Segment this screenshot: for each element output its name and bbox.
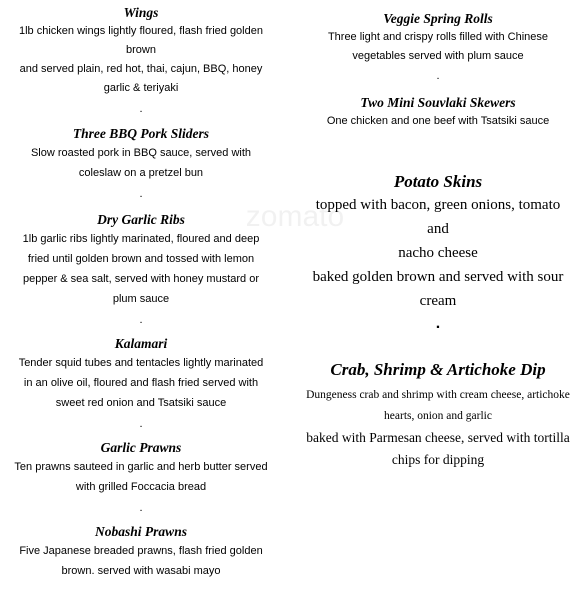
item-desc-line: nacho cheese: [398, 245, 478, 261]
item-desc-line: with grilled Foccacia bread: [75, 481, 207, 493]
item-desc-line: Five Japanese breaded prawns, flash fried golden: [19, 545, 263, 557]
item-desc-line: Tender squid tubes and tentacles lightly marinated: [18, 357, 264, 369]
menu-item-bbq-pork-sliders: [0, 125, 282, 201]
item-title: Three BBQ Pork Sliders: [72, 126, 210, 141]
separator-dot: .: [139, 103, 143, 115]
item-desc-line: coleslaw on a pretzel bun: [78, 167, 204, 179]
item-desc-line: 1lb chicken wings lightly floured, flash fried golden: [19, 25, 263, 37]
item-desc-line: chips for dipping: [391, 452, 485, 467]
item-title: Crab, Shrimp & Artichoke Dip: [330, 360, 546, 379]
item-title: Veggie Spring Rolls: [383, 11, 493, 26]
item-desc-line: baked golden brown and served with sour: [312, 269, 564, 285]
item-desc-line: sweet red onion and Tsatsiki sauce: [55, 397, 227, 409]
item-desc-line: Three light and crispy rolls filled with Chinese: [327, 31, 549, 43]
item-desc-line: Ten prawns sauteed in garlic and herb butter served: [14, 461, 268, 473]
item-desc-line: garlic & teriyaki: [103, 82, 179, 94]
item-title: Garlic Prawns: [100, 440, 182, 455]
item-desc-line: and served plain, red hot, thai, cajun, BBQ, honey: [19, 63, 263, 75]
menu-item-kalamari: [0, 335, 282, 431]
zomato-watermark: zomato: [245, 200, 345, 233]
item-title: Nobashi Prawns: [95, 524, 187, 539]
item-desc-line: Slow roasted pork in BBQ sauce, served with: [30, 147, 252, 159]
item-desc-line: baked with Parmesan cheese, served with tortilla: [306, 430, 570, 445]
item-desc-line: cream: [419, 293, 457, 309]
separator-dot: .: [139, 188, 143, 200]
menu-item-nobashi-prawns: [0, 523, 282, 581]
menu-item-veggie-spring-rolls: [304, 10, 572, 84]
item-desc-line: One chicken and one beef with Tsatsiki sauce: [326, 115, 550, 127]
item-title: Two Mini Souvlaki Skewers: [360, 95, 516, 110]
separator-dot: .: [139, 502, 143, 514]
item-desc-line: plum sauce: [112, 293, 170, 305]
separator-dot: .: [139, 418, 143, 430]
item-desc-line: in an olive oil, floured and flash fried served with: [23, 377, 259, 389]
item-desc-line: brown. served with wasabi mayo: [61, 565, 221, 577]
separator-dot: .: [435, 315, 441, 332]
item-desc-line: pepper & sea salt, served with honey mustard or: [22, 273, 259, 285]
separator-dot: .: [436, 70, 440, 82]
item-desc-line: brown: [126, 44, 156, 56]
menu-right-column: [304, 0, 572, 471]
item-desc-line: 1lb garlic ribs lightly marinated, floured and deep: [22, 233, 260, 245]
menu-item-wings: [0, 4, 282, 116]
item-title: Wings: [123, 5, 159, 20]
menu-item-potato-skins: [304, 171, 572, 333]
separator-dot: .: [139, 314, 143, 326]
menu-item-dry-garlic-ribs: [0, 211, 282, 327]
item-title: Dry Garlic Ribs: [97, 212, 185, 227]
item-desc-line: topped with bacon, green onions, tomato and: [315, 197, 561, 237]
item-title: Potato Skins: [393, 172, 483, 191]
menu-item-garlic-prawns: [0, 439, 282, 515]
item-desc-line: hearts, onion and garlic: [384, 410, 492, 422]
item-desc-line: vegetables served with plum sauce: [352, 50, 524, 62]
item-desc-line: fried until golden brown and tossed with lemon: [27, 253, 255, 265]
item-desc-line: Dungeness crab and shrimp with cream cheese, artichoke: [306, 389, 570, 401]
menu-left-column: [0, 0, 282, 581]
menu-item-mini-souvlaki-skewers: [304, 94, 572, 131]
item-title: Kalamari: [114, 336, 168, 351]
menu-item-crab-shrimp-artichoke-dip: [304, 359, 572, 471]
